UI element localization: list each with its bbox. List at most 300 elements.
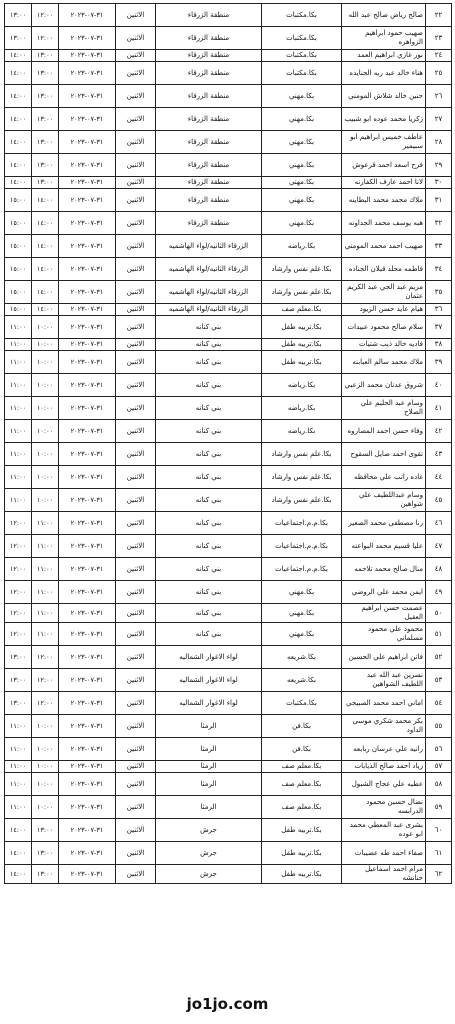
student-name-cell: نسرين عبد الله عبد اللطيف الشواهين bbox=[342, 669, 426, 692]
exam-day-cell: الاثنين bbox=[116, 235, 156, 258]
exam-date-cell: ٣١-٠٧-٢٠٢٣ bbox=[59, 131, 116, 154]
exam-location-cell: الرمثا bbox=[156, 796, 262, 819]
exam-day-cell: الاثنين bbox=[116, 842, 156, 865]
start-time-cell: ١١:٠٠ bbox=[32, 558, 59, 581]
start-time-cell: ١٠:٠٠ bbox=[32, 773, 59, 796]
start-time-cell: ١٠:٠٠ bbox=[32, 397, 59, 420]
end-time-cell: ١٤:٠٠ bbox=[5, 865, 32, 884]
exam-location-cell: بني كنانه bbox=[156, 466, 262, 489]
exam-day-cell: الاثنين bbox=[116, 773, 156, 796]
table-row bbox=[5, 27, 452, 50]
exam-location-cell: بني كنانه bbox=[156, 581, 262, 604]
exam-day-cell: الاثنين bbox=[116, 339, 156, 351]
exam-day-cell: الاثنين bbox=[116, 154, 156, 177]
specialization-cell: بكا.شريعه bbox=[262, 646, 342, 669]
start-time-cell: ١٤:٠٠ bbox=[32, 235, 59, 258]
end-time-cell: ١٢:٠٠ bbox=[5, 581, 32, 604]
exam-date-cell: ٣١-٠٧-٢٠٢٣ bbox=[59, 692, 116, 715]
end-time-cell: ١٢:٠٠ bbox=[5, 512, 32, 535]
row-number-cell: ٣٠ bbox=[426, 177, 452, 189]
exam-location-cell: منطقة الزرقاء bbox=[156, 27, 262, 50]
table-row bbox=[5, 773, 452, 796]
end-time-cell: ١١:٠٠ bbox=[5, 339, 32, 351]
specialization-cell: بكا.فن bbox=[262, 715, 342, 738]
student-name-cell: وسام عبد الحليم علي الصلاح bbox=[342, 397, 426, 420]
end-time-cell: ١٣:٠٠ bbox=[5, 27, 32, 50]
row-number-cell: ٣٧ bbox=[426, 316, 452, 339]
table-row bbox=[5, 796, 452, 819]
start-time-cell: ١٣:٠٠ bbox=[32, 177, 59, 189]
row-number-cell: ٥٨ bbox=[426, 773, 452, 796]
student-name-cell: مريم عبد الحي عبد الكريم عثمان bbox=[342, 281, 426, 304]
exam-location-cell: منطقة الزرقاء bbox=[156, 108, 262, 131]
specialization-cell: بكا.فن bbox=[262, 738, 342, 761]
start-time-cell: ١٤:٠٠ bbox=[32, 304, 59, 316]
specialization-cell: بكا.مهني bbox=[262, 604, 342, 623]
table-row bbox=[5, 512, 452, 535]
exam-day-cell: الاثنين bbox=[116, 50, 156, 62]
exam-location-cell: منطقة الزرقاء bbox=[156, 50, 262, 62]
row-number-cell: ٢٦ bbox=[426, 85, 452, 108]
row-number-cell: ٤٥ bbox=[426, 489, 452, 512]
table-row bbox=[5, 865, 452, 884]
start-time-cell: ١٠:٠٠ bbox=[32, 796, 59, 819]
table-row bbox=[5, 316, 452, 339]
exam-date-cell: ٣١-٠٧-٢٠٢٣ bbox=[59, 761, 116, 773]
site-watermark: jo1jo.com bbox=[186, 995, 269, 1013]
row-number-cell: ٣٥ bbox=[426, 281, 452, 304]
row-number-cell: ٦٠ bbox=[426, 819, 452, 842]
student-name-cell: حنين خالد شلاش المومني bbox=[342, 85, 426, 108]
row-number-cell: ٥٣ bbox=[426, 669, 452, 692]
exam-location-cell: الرمثا bbox=[156, 773, 262, 796]
exam-day-cell: الاثنين bbox=[116, 212, 156, 235]
exam-date-cell: ٣١-٠٧-٢٠٢٣ bbox=[59, 4, 116, 27]
row-number-cell: ٢٢ bbox=[426, 4, 452, 27]
table-row bbox=[5, 761, 452, 773]
start-time-cell: ١٣:٠٠ bbox=[32, 842, 59, 865]
start-time-cell: ١٣:٠٠ bbox=[32, 819, 59, 842]
exam-date-cell: ٣١-٠٧-٢٠٢٣ bbox=[59, 773, 116, 796]
end-time-cell: ١١:٠٠ bbox=[5, 773, 32, 796]
table-row bbox=[5, 489, 452, 512]
exam-date-cell: ٣١-٠٧-٢٠٢٣ bbox=[59, 715, 116, 738]
specialization-cell: بكا.م.م.اجتماعيات bbox=[262, 535, 342, 558]
student-name-cell: ملاك محمد سالم العبابنه bbox=[342, 351, 426, 374]
exam-date-cell: ٣١-٠٧-٢٠٢٣ bbox=[59, 50, 116, 62]
exam-location-cell: بني كنانه bbox=[156, 623, 262, 646]
exam-location-cell: بني كنانه bbox=[156, 443, 262, 466]
exam-date-cell: ٣١-٠٧-٢٠٢٣ bbox=[59, 796, 116, 819]
exam-date-cell: ٣١-٠٧-٢٠٢٣ bbox=[59, 62, 116, 85]
exam-date-cell: ٣١-٠٧-٢٠٢٣ bbox=[59, 865, 116, 884]
start-time-cell: ١٤:٠٠ bbox=[32, 212, 59, 235]
exam-date-cell: ٣١-٠٧-٢٠٢٣ bbox=[59, 623, 116, 646]
exam-location-cell: بني كنانه bbox=[156, 420, 262, 443]
row-number-cell: ٤٨ bbox=[426, 558, 452, 581]
start-time-cell: ١٠:٠٠ bbox=[32, 738, 59, 761]
table-row bbox=[5, 189, 452, 212]
specialization-cell: بكا.تربيه طفل bbox=[262, 351, 342, 374]
exam-location-cell: الزرقاء الثانيه/لواء الهاشميه bbox=[156, 281, 262, 304]
row-number-cell: ٣٣ bbox=[426, 235, 452, 258]
end-time-cell: ١١:٠٠ bbox=[5, 420, 32, 443]
table-row bbox=[5, 842, 452, 865]
exam-location-cell: جرش bbox=[156, 865, 262, 884]
student-name-cell: بكر محمد شكري موسى الداود bbox=[342, 715, 426, 738]
exam-day-cell: الاثنين bbox=[116, 177, 156, 189]
table-row bbox=[5, 108, 452, 131]
exam-day-cell: الاثنين bbox=[116, 397, 156, 420]
specialization-cell: بكا.علم نفس وارشاد bbox=[262, 443, 342, 466]
exam-day-cell: الاثنين bbox=[116, 466, 156, 489]
specialization-cell: بكا.مهني bbox=[262, 212, 342, 235]
start-time-cell: ١٢:٠٠ bbox=[32, 692, 59, 715]
table-row bbox=[5, 819, 452, 842]
exam-day-cell: الاثنين bbox=[116, 316, 156, 339]
exam-day-cell: الاثنين bbox=[116, 374, 156, 397]
exam-day-cell: الاثنين bbox=[116, 62, 156, 85]
end-time-cell: ١١:٠٠ bbox=[5, 715, 32, 738]
specialization-cell: بكا.مهني bbox=[262, 177, 342, 189]
exam-date-cell: ٣١-٠٧-٢٠٢٣ bbox=[59, 281, 116, 304]
student-name-cell: رنا مصطفى محمد الصغير bbox=[342, 512, 426, 535]
row-number-cell: ٥٠ bbox=[426, 604, 452, 623]
table-row bbox=[5, 212, 452, 235]
student-name-cell: صهيب حمود ابراهيم الزواهره bbox=[342, 27, 426, 50]
specialization-cell: بكا.م.م.اجتماعيات bbox=[262, 512, 342, 535]
end-time-cell: ١٤:٠٠ bbox=[5, 177, 32, 189]
specialization-cell: بكا.علم نفس وارشاد bbox=[262, 466, 342, 489]
end-time-cell: ١٢:٠٠ bbox=[5, 558, 32, 581]
exam-day-cell: الاثنين bbox=[116, 604, 156, 623]
exam-date-cell: ٣١-٠٧-٢٠٢٣ bbox=[59, 535, 116, 558]
start-time-cell: ١٠:٠٠ bbox=[32, 316, 59, 339]
exam-date-cell: ٣١-٠٧-٢٠٢٣ bbox=[59, 842, 116, 865]
exam-location-cell: جرش bbox=[156, 819, 262, 842]
row-number-cell: ٦١ bbox=[426, 842, 452, 865]
exam-date-cell: ٣١-٠٧-٢٠٢٣ bbox=[59, 819, 116, 842]
student-name-cell: مرام احمد اسماعيل حنانشه bbox=[342, 865, 426, 884]
start-time-cell: ١٠:٠٠ bbox=[32, 420, 59, 443]
end-time-cell: ١٤:٠٠ bbox=[5, 819, 32, 842]
student-name-cell: صالح رياض صالح عبد الله bbox=[342, 4, 426, 27]
exam-day-cell: الاثنين bbox=[116, 796, 156, 819]
start-time-cell: ١٠:٠٠ bbox=[32, 443, 59, 466]
row-number-cell: ٥٢ bbox=[426, 646, 452, 669]
exam-day-cell: الاثنين bbox=[116, 281, 156, 304]
exam-date-cell: ٣١-٠٧-٢٠٢٣ bbox=[59, 189, 116, 212]
start-time-cell: ١١:٠٠ bbox=[32, 512, 59, 535]
start-time-cell: ١١:٠٠ bbox=[32, 623, 59, 646]
start-time-cell: ١١:٠٠ bbox=[32, 604, 59, 623]
exam-date-cell: ٣١-٠٧-٢٠٢٣ bbox=[59, 339, 116, 351]
start-time-cell: ١٣:٠٠ bbox=[32, 108, 59, 131]
schedule-table bbox=[4, 3, 452, 884]
exam-location-cell: منطقة الزرقاء bbox=[156, 131, 262, 154]
exam-location-cell: بني كنانه bbox=[156, 339, 262, 351]
specialization-cell: بكا.رياضه bbox=[262, 397, 342, 420]
exam-location-cell: بني كنانه bbox=[156, 604, 262, 623]
specialization-cell: بكا.مهني bbox=[262, 108, 342, 131]
end-time-cell: ١٥:٠٠ bbox=[5, 212, 32, 235]
specialization-cell: بكا.تربيه طفل bbox=[262, 819, 342, 842]
end-time-cell: ١٢:٠٠ bbox=[5, 604, 32, 623]
student-name-cell: تقوى احمد صايل السقوح bbox=[342, 443, 426, 466]
start-time-cell: ١٢:٠٠ bbox=[32, 669, 59, 692]
end-time-cell: ١١:٠٠ bbox=[5, 443, 32, 466]
exam-day-cell: الاثنين bbox=[116, 819, 156, 842]
table-row bbox=[5, 50, 452, 62]
exam-location-cell: الزرقاء الثانيه/لواء الهاشميه bbox=[156, 258, 262, 281]
specialization-cell: بكا.رياضه bbox=[262, 235, 342, 258]
exam-location-cell: لواء الاغوار الشماليه bbox=[156, 669, 262, 692]
exam-date-cell: ٣١-٠٧-٢٠٢٣ bbox=[59, 177, 116, 189]
end-time-cell: ١٤:٠٠ bbox=[5, 108, 32, 131]
row-number-cell: ٤٠ bbox=[426, 374, 452, 397]
end-time-cell: ١١:٠٠ bbox=[5, 316, 32, 339]
student-name-cell: فاطمه محلد قبلان الجناده bbox=[342, 258, 426, 281]
exam-date-cell: ٣١-٠٧-٢٠٢٣ bbox=[59, 397, 116, 420]
start-time-cell: ١١:٠٠ bbox=[32, 535, 59, 558]
table-row bbox=[5, 715, 452, 738]
table-row bbox=[5, 581, 452, 604]
student-name-cell: زكريا محمد عوده ابو شبيب bbox=[342, 108, 426, 131]
exam-location-cell: بني كنانه bbox=[156, 316, 262, 339]
exam-day-cell: الاثنين bbox=[116, 761, 156, 773]
student-name-cell: عصمت حسن ابراهيم العقيل bbox=[342, 604, 426, 623]
exam-date-cell: ٣١-٠٧-٢٠٢٣ bbox=[59, 304, 116, 316]
specialization-cell: بكا.مكتبات bbox=[262, 27, 342, 50]
start-time-cell: ١٠:٠٠ bbox=[32, 466, 59, 489]
row-number-cell: ٥٩ bbox=[426, 796, 452, 819]
start-time-cell: ١٢:٠٠ bbox=[32, 4, 59, 27]
table-row bbox=[5, 339, 452, 351]
specialization-cell: بكا.تربيه طفل bbox=[262, 339, 342, 351]
exam-date-cell: ٣١-٠٧-٢٠٢٣ bbox=[59, 108, 116, 131]
specialization-cell: بكا.تربيه طفل bbox=[262, 865, 342, 884]
row-number-cell: ٦٢ bbox=[426, 865, 452, 884]
exam-day-cell: الاثنين bbox=[116, 108, 156, 131]
start-time-cell: ١٣:٠٠ bbox=[32, 85, 59, 108]
exam-date-cell: ٣١-٠٧-٢٠٢٣ bbox=[59, 351, 116, 374]
specialization-cell: بكا.م.م.اجتماعيات bbox=[262, 558, 342, 581]
exam-date-cell: ٣١-٠٧-٢٠٢٣ bbox=[59, 85, 116, 108]
start-time-cell: ١٠:٠٠ bbox=[32, 351, 59, 374]
exam-day-cell: الاثنين bbox=[116, 304, 156, 316]
student-name-cell: هبه يوسف محمد الجداونه bbox=[342, 212, 426, 235]
specialization-cell: بكا.مهني bbox=[262, 189, 342, 212]
row-number-cell: ٢٧ bbox=[426, 108, 452, 131]
exam-location-cell: منطقة الزرقاء bbox=[156, 154, 262, 177]
row-number-cell: ٣٤ bbox=[426, 258, 452, 281]
table-row bbox=[5, 558, 452, 581]
student-name-cell: هناء خالد عبد ربه الجنايده bbox=[342, 62, 426, 85]
table-row bbox=[5, 738, 452, 761]
exam-location-cell: بني كنانه bbox=[156, 535, 262, 558]
end-time-cell: ١٤:٠٠ bbox=[5, 131, 32, 154]
end-time-cell: ١١:٠٠ bbox=[5, 374, 32, 397]
exam-date-cell: ٣١-٠٧-٢٠٢٣ bbox=[59, 646, 116, 669]
row-number-cell: ٣٩ bbox=[426, 351, 452, 374]
row-number-cell: ٤٣ bbox=[426, 443, 452, 466]
end-time-cell: ١٥:٠٠ bbox=[5, 304, 32, 316]
end-time-cell: ١١:٠٠ bbox=[5, 397, 32, 420]
exam-location-cell: بني كنانه bbox=[156, 512, 262, 535]
student-name-cell: منال صالح محمد تلاحمه bbox=[342, 558, 426, 581]
table-row bbox=[5, 154, 452, 177]
start-time-cell: ١٠:٠٠ bbox=[32, 715, 59, 738]
table-row bbox=[5, 258, 452, 281]
student-name-cell: وفاء حسن احمد المصاروه bbox=[342, 420, 426, 443]
specialization-cell: بكا.مكتبات bbox=[262, 4, 342, 27]
exam-day-cell: الاثنين bbox=[116, 581, 156, 604]
exam-day-cell: الاثنين bbox=[116, 512, 156, 535]
specialization-cell: بكا.مهني bbox=[262, 131, 342, 154]
table-row bbox=[5, 374, 452, 397]
row-number-cell: ٥٧ bbox=[426, 761, 452, 773]
exam-location-cell: الرمثا bbox=[156, 715, 262, 738]
student-name-cell: فاديه خالد ذيب شتيات bbox=[342, 339, 426, 351]
exam-day-cell: الاثنين bbox=[116, 443, 156, 466]
start-time-cell: ١٢:٠٠ bbox=[32, 27, 59, 50]
student-name-cell: نضال حسين محمود الدرابسه bbox=[342, 796, 426, 819]
student-name-cell: رانيه علي عرسان ربابعه bbox=[342, 738, 426, 761]
specialization-cell: بكا.مهني bbox=[262, 154, 342, 177]
row-number-cell: ٢٥ bbox=[426, 62, 452, 85]
table-row bbox=[5, 466, 452, 489]
student-name-cell: اماني احمد محمد الصبيحي bbox=[342, 692, 426, 715]
exam-day-cell: الاثنين bbox=[116, 258, 156, 281]
exam-day-cell: الاثنين bbox=[116, 85, 156, 108]
end-time-cell: ١٤:٠٠ bbox=[5, 62, 32, 85]
specialization-cell: بكا.مكتبات bbox=[262, 692, 342, 715]
specialization-cell: بكا.مهني bbox=[262, 623, 342, 646]
start-time-cell: ١٣:٠٠ bbox=[32, 50, 59, 62]
table-row bbox=[5, 281, 452, 304]
exam-location-cell: بني كنانه bbox=[156, 397, 262, 420]
specialization-cell: بكا.معلم صف bbox=[262, 796, 342, 819]
student-name-cell: لانا احمد عارف الكفارنه bbox=[342, 177, 426, 189]
specialization-cell: بكا.مهني bbox=[262, 85, 342, 108]
start-time-cell: ١٤:٠٠ bbox=[32, 189, 59, 212]
student-name-cell: زياد احمد صالح الذيابات bbox=[342, 761, 426, 773]
exam-date-cell: ٣١-٠٧-٢٠٢٣ bbox=[59, 316, 116, 339]
specialization-cell: بكا.معلم صف bbox=[262, 304, 342, 316]
end-time-cell: ١١:٠٠ bbox=[5, 738, 32, 761]
schedule-rows bbox=[5, 4, 452, 884]
table-row bbox=[5, 131, 452, 154]
end-time-cell: ١٥:٠٠ bbox=[5, 235, 32, 258]
exam-date-cell: ٣١-٠٧-٢٠٢٣ bbox=[59, 669, 116, 692]
student-name-cell: نور غازي ابراهيم العمد bbox=[342, 50, 426, 62]
exam-location-cell: منطقة الزرقاء bbox=[156, 189, 262, 212]
exam-location-cell: منطقة الزرقاء bbox=[156, 4, 262, 27]
exam-day-cell: الاثنين bbox=[116, 420, 156, 443]
exam-date-cell: ٣١-٠٧-٢٠٢٣ bbox=[59, 443, 116, 466]
end-time-cell: ١١:٠٠ bbox=[5, 466, 32, 489]
exam-location-cell: الرمثا bbox=[156, 761, 262, 773]
end-time-cell: ١٣:٠٠ bbox=[5, 646, 32, 669]
table-row bbox=[5, 443, 452, 466]
table-row bbox=[5, 4, 452, 27]
exam-day-cell: الاثنين bbox=[116, 738, 156, 761]
student-name-cell: فرح اسعد احمد قرعوش bbox=[342, 154, 426, 177]
row-number-cell: ٣٦ bbox=[426, 304, 452, 316]
row-number-cell: ٢٨ bbox=[426, 131, 452, 154]
student-name-cell: هيام عايد حسن الزيود bbox=[342, 304, 426, 316]
row-number-cell: ٢٩ bbox=[426, 154, 452, 177]
student-name-cell: وسام عبداللطيف علي شواهين bbox=[342, 489, 426, 512]
start-time-cell: ١٠:٠٠ bbox=[32, 374, 59, 397]
student-name-cell: عطيه علي عجاج الشبول bbox=[342, 773, 426, 796]
start-time-cell: ١٣:٠٠ bbox=[32, 865, 59, 884]
row-number-cell: ٤٩ bbox=[426, 581, 452, 604]
specialization-cell: بكا.رياضه bbox=[262, 374, 342, 397]
student-name-cell: عليا قسيم محمد البواعنه bbox=[342, 535, 426, 558]
specialization-cell: بكا.معلم صف bbox=[262, 773, 342, 796]
exam-location-cell: بني كنانه bbox=[156, 489, 262, 512]
exam-date-cell: ٣١-٠٧-٢٠٢٣ bbox=[59, 512, 116, 535]
specialization-cell: بكا.تربيه طفل bbox=[262, 316, 342, 339]
start-time-cell: ١٤:٠٠ bbox=[32, 281, 59, 304]
exam-date-cell: ٣١-٠٧-٢٠٢٣ bbox=[59, 558, 116, 581]
row-number-cell: ٢٤ bbox=[426, 50, 452, 62]
table-row bbox=[5, 235, 452, 258]
table-row bbox=[5, 351, 452, 374]
student-name-cell: صفاء احمد طه عضيبات bbox=[342, 842, 426, 865]
student-name-cell: ملاك محمد محمد البطاينه bbox=[342, 189, 426, 212]
end-time-cell: ١٥:٠٠ bbox=[5, 189, 32, 212]
exam-day-cell: الاثنين bbox=[116, 351, 156, 374]
exam-day-cell: الاثنين bbox=[116, 865, 156, 884]
row-number-cell: ٥٥ bbox=[426, 715, 452, 738]
exam-day-cell: الاثنين bbox=[116, 27, 156, 50]
student-name-cell: شروق عدنان محمد الزعبي bbox=[342, 374, 426, 397]
exam-location-cell: منطقة الزرقاء bbox=[156, 177, 262, 189]
row-number-cell: ٤٦ bbox=[426, 512, 452, 535]
exam-date-cell: ٣١-٠٧-٢٠٢٣ bbox=[59, 604, 116, 623]
start-time-cell: ١٠:٠٠ bbox=[32, 489, 59, 512]
start-time-cell: ١٤:٠٠ bbox=[32, 258, 59, 281]
start-time-cell: ١٠:٠٠ bbox=[32, 339, 59, 351]
table-row bbox=[5, 646, 452, 669]
exam-day-cell: الاثنين bbox=[116, 558, 156, 581]
table-row bbox=[5, 623, 452, 646]
exam-location-cell: لواء الاغوار الشماليه bbox=[156, 646, 262, 669]
start-time-cell: ١٣:٠٠ bbox=[32, 62, 59, 85]
exam-date-cell: ٣١-٠٧-٢٠٢٣ bbox=[59, 489, 116, 512]
exam-day-cell: الاثنين bbox=[116, 131, 156, 154]
student-name-cell: سلام صالح محمود عبيدات bbox=[342, 316, 426, 339]
row-number-cell: ٥٦ bbox=[426, 738, 452, 761]
exam-location-cell: منطقة الزرقاء bbox=[156, 85, 262, 108]
row-number-cell: ٤١ bbox=[426, 397, 452, 420]
table-row bbox=[5, 177, 452, 189]
end-time-cell: ١٤:٠٠ bbox=[5, 50, 32, 62]
table-row bbox=[5, 397, 452, 420]
exam-day-cell: الاثنين bbox=[116, 535, 156, 558]
exam-date-cell: ٣١-٠٧-٢٠٢٣ bbox=[59, 212, 116, 235]
exam-day-cell: الاثنين bbox=[116, 623, 156, 646]
row-number-cell: ٤٧ bbox=[426, 535, 452, 558]
end-time-cell: ١٢:٠٠ bbox=[5, 535, 32, 558]
end-time-cell: ١١:٠٠ bbox=[5, 796, 32, 819]
start-time-cell: ١٠:٠٠ bbox=[32, 761, 59, 773]
exam-day-cell: الاثنين bbox=[116, 692, 156, 715]
exam-date-cell: ٣١-٠٧-٢٠٢٣ bbox=[59, 466, 116, 489]
row-number-cell: ٥٤ bbox=[426, 692, 452, 715]
